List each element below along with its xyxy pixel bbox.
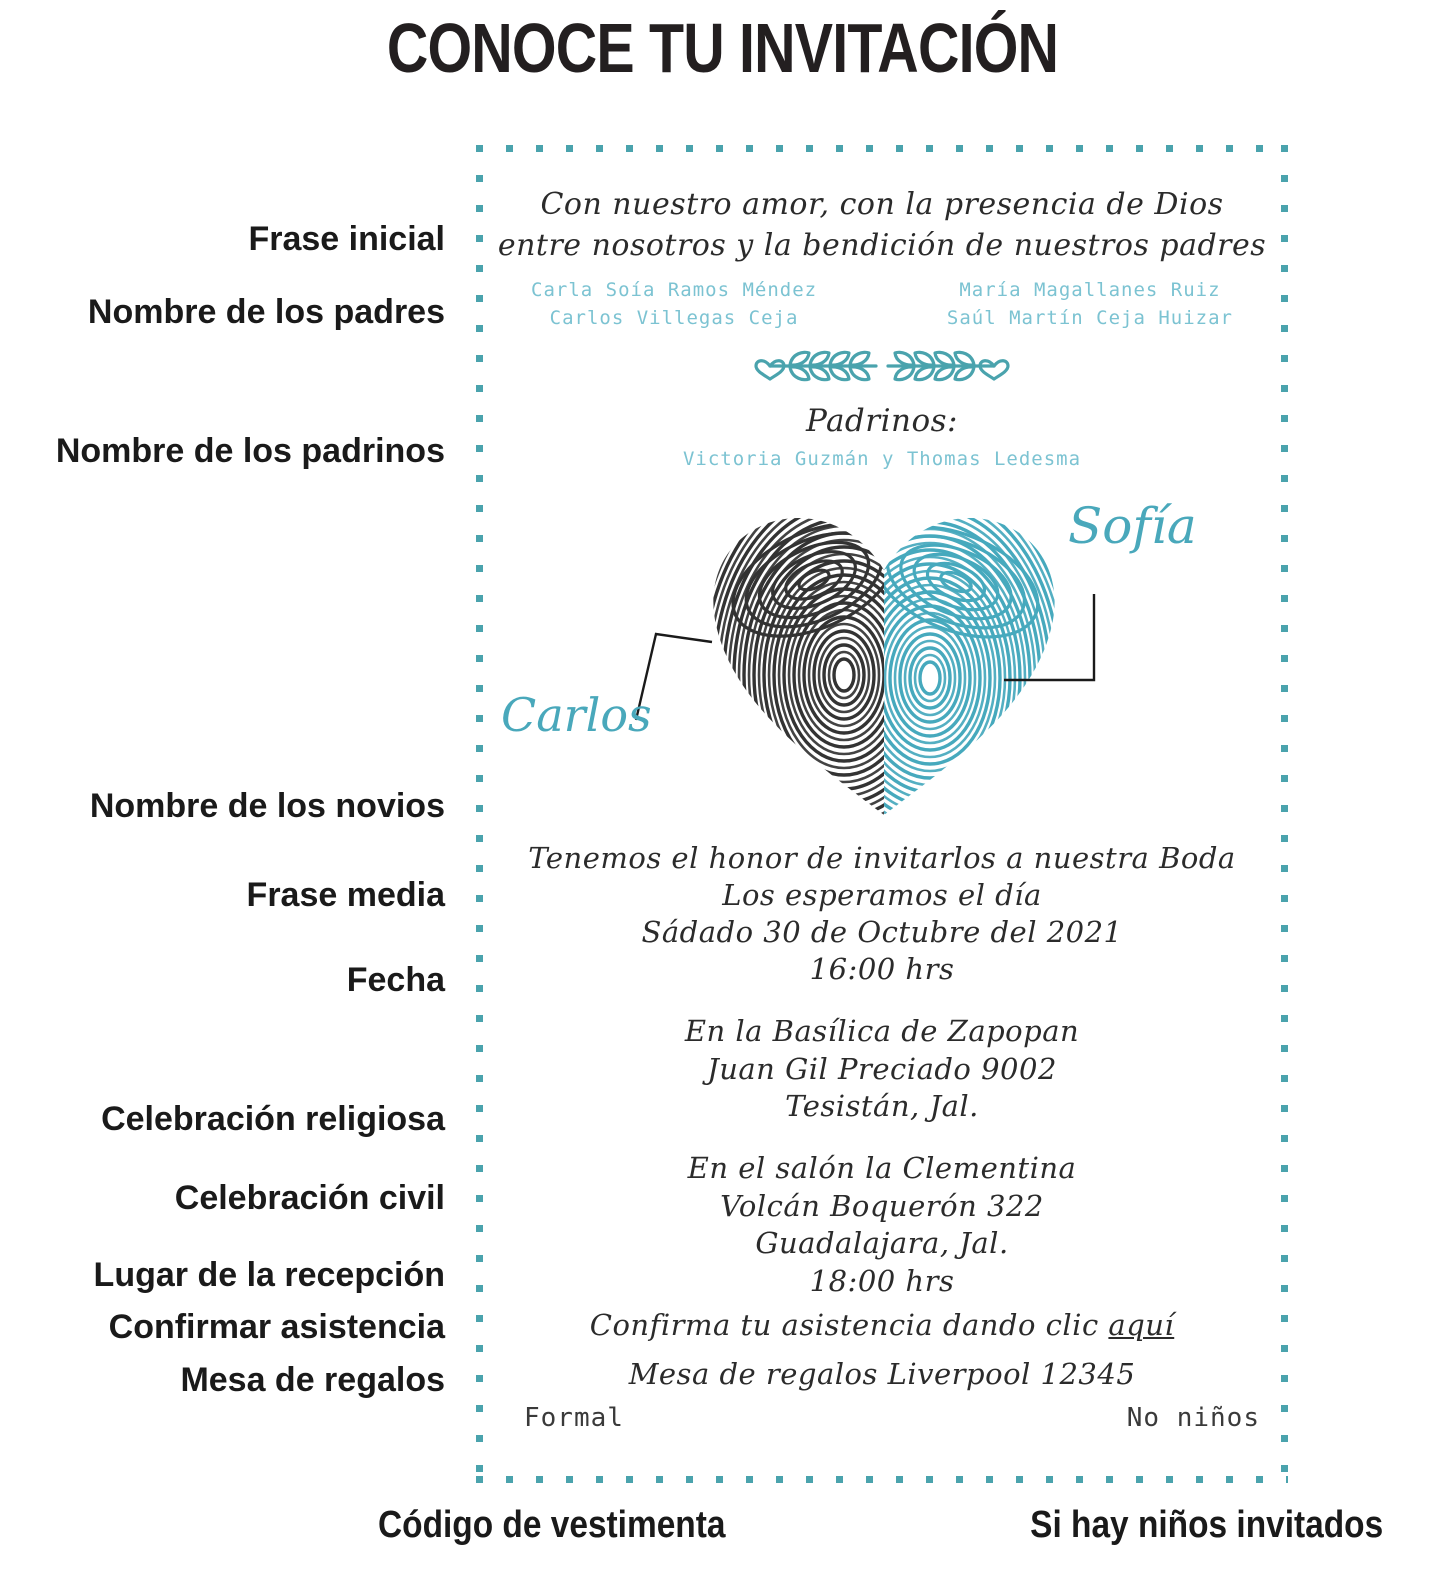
religious-line1: En la Basílica de Zapopan [684, 1014, 1080, 1048]
invitation-card [476, 145, 1288, 1483]
mid-phrase-line1: Tenemos el honor de invitarlos a nuestra Boda [528, 841, 1236, 875]
fingerprint-heart-icon [694, 500, 1074, 830]
date-line1: Sádado 30 de Octubre del 2021 [641, 915, 1123, 950]
bride-name: Sofía [1068, 497, 1197, 555]
parents-groom-line1: María Magallanes Ruiz [959, 279, 1221, 301]
rsvp-text: Confirma tu asistencia dando clic [589, 1308, 1109, 1342]
mid-phrase-and-date [476, 840, 1288, 988]
civil-line4: 18:00 hrs [809, 1264, 955, 1299]
annotation-label-frase-media: Frase media [246, 876, 445, 914]
date-line2: 16:00 hrs [809, 952, 955, 987]
annotation-label-codigo-vestimenta: Código de vestimenta [378, 1504, 726, 1546]
children-policy-value: No niños [1126, 1403, 1260, 1433]
laurel-divider-icon [752, 345, 1012, 385]
religious-line2: Juan Gil Preciado 9002 [707, 1051, 1057, 1086]
opening-phrase-line1: Con nuestro amor, con la presencia de Dios [540, 187, 1224, 222]
parents-groom [947, 277, 1233, 332]
religious-ceremony-block [476, 1013, 1288, 1126]
annotation-label-confirmar-asistencia: Confirmar asistencia [108, 1308, 445, 1346]
religious-line3: Tesistán, Jal. [785, 1089, 979, 1124]
invitation-dashed-frame [476, 145, 1288, 1483]
gift-registry-line: Mesa de regalos Liverpool 12345 [628, 1357, 1136, 1391]
parents-block [476, 277, 1288, 332]
civil-reception-block [476, 1150, 1288, 1301]
opening-phrase [476, 185, 1288, 266]
annotation-label-fecha: Fecha [346, 961, 445, 999]
parents-bride-line2: Carlos Villegas Ceja [549, 306, 799, 329]
mid-phrase-line2: Los esperamos el día [722, 878, 1042, 913]
annotation-label-mesa-regalos: Mesa de regalos [180, 1361, 445, 1399]
annotation-label-frase-inicial: Frase inicial [248, 220, 445, 258]
annotation-label-nombre-novios: Nombre de los novios [89, 787, 445, 825]
civil-line3: Guadalajara, Jal. [755, 1226, 1009, 1261]
groom-name: Carlos [501, 688, 652, 742]
civil-line2: Volcán Boquerón 322 [720, 1188, 1044, 1223]
annotation-label-celebracion-civil: Celebración civil [174, 1179, 445, 1217]
civil-line1: En el salón la Clementina [687, 1151, 1077, 1185]
padrinos-names: Victoria Guzmán y Thomas Ledesma [682, 448, 1082, 470]
parents-groom-line2: Saúl Martín Ceja Huizar [946, 306, 1233, 329]
parents-bride-line1: Carla Soía Ramos Méndez [531, 279, 818, 301]
annotation-label-ninos-invitados: Si hay niños invitados [1029, 1504, 1383, 1546]
annotation-label-lugar-recepcion: Lugar de la recepción [93, 1256, 445, 1294]
opening-phrase-line2: entre nosotros y la bendición de nuestros padres [497, 227, 1267, 263]
page-title: CONOCE TU INVITACIÓN [386, 9, 1059, 87]
parents-bride [531, 277, 817, 332]
couple-fingerprint-graphic [476, 490, 1288, 840]
annotation-label-celebracion-religiosa: Celebración religiosa [101, 1100, 445, 1138]
dresscode-value: Formal [524, 1403, 624, 1433]
padrinos-heading: Padrinos: [805, 403, 958, 439]
annotation-label-nombre-padrinos: Nombre de los padrinos [55, 432, 445, 470]
annotation-label-nombre-padres: Nombre de los padres [87, 293, 445, 331]
rsvp-link[interactable]: aquí [1108, 1308, 1175, 1342]
rsvp-line [476, 1308, 1288, 1342]
